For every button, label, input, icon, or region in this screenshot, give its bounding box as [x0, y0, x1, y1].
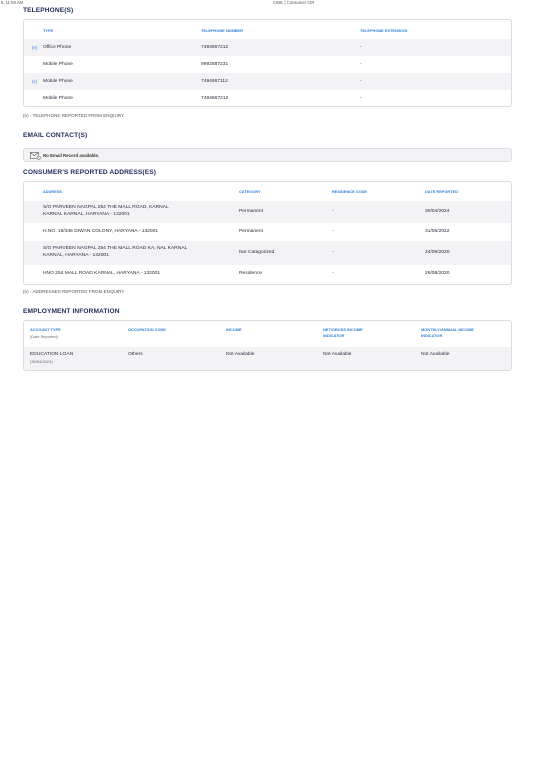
address-line-1: S/O PARVEEN NAGPAL 254 THE MALL ROAD, KARNAL — [43, 205, 169, 210]
col-header-category: CATEGORY — [239, 189, 261, 194]
net-gross-indicator: Not Available — [323, 352, 352, 357]
table-row — [24, 223, 511, 241]
telephone-type: Mobile Phone — [43, 61, 73, 67]
table-row — [24, 265, 511, 284]
address-category: Permanent — [239, 209, 263, 214]
col-header-type: TYPE — [43, 28, 54, 33]
residence-code: - — [332, 271, 334, 276]
residence-code: - — [332, 209, 334, 214]
table-row — [24, 201, 511, 223]
telephone-number: 9992887231 — [201, 61, 229, 67]
date-reported: 30/04/2024 — [425, 209, 450, 214]
telephone-type: Mobile Phone — [43, 78, 73, 84]
telephone-number: 7494867112 — [201, 78, 228, 84]
residence-code: - — [332, 229, 334, 234]
income: Not Available — [226, 352, 255, 357]
col-header-address: ADDRESS — [43, 189, 63, 194]
col-header-net-gross-indicator: NET/GROSS INCOME — [323, 327, 363, 332]
address-line-1: HNO 254 MALL ROAD KARNAL, HARYANA - 132001 — [43, 271, 161, 276]
telephone-number: 7494867212 — [201, 95, 229, 101]
telephones-table — [23, 19, 512, 107]
enquiry-marker: (e) — [32, 44, 38, 50]
col-header-occupation-code: OCCUPATION CODE — [128, 327, 166, 332]
telephone-extension: - — [360, 61, 362, 67]
residence-code: - — [332, 250, 334, 255]
date-reported: 24/09/2020 — [425, 250, 450, 255]
col-header-monthly-annual-indicator: MONTHLY/ANNUAL INCOME — [421, 327, 474, 332]
address-category: Permanent — [239, 229, 263, 234]
email-title: EMAIL CONTACT(S) — [23, 132, 88, 139]
col-header-telephone-number: TELEPHONE NUMBER — [201, 28, 243, 33]
addresses-title: CONSUMER'S REPORTED ADDRESS(ES) — [23, 169, 157, 176]
table-row — [24, 73, 511, 90]
email-empty-state — [23, 148, 512, 162]
addresses-footnote: (e) - ADDRESSES REPORTED FROM ENQUIRY — [23, 289, 125, 294]
telephone-type: Mobile Phone — [43, 95, 73, 101]
telephone-type: Office Phone — [43, 44, 72, 50]
col-header-monthly-annual-indicator-line2: INDICATOR — [421, 332, 443, 338]
print-title: CIBIL | Consumer CIR — [273, 0, 315, 5]
telephone-extension: - — [360, 78, 362, 84]
table-row — [24, 347, 511, 370]
address-category: Residence — [239, 271, 263, 276]
account-type: EDUCATION LOAN — [30, 352, 74, 357]
address-category: Not Categorized — [239, 250, 275, 255]
employment-title: EMPLOYMENT INFORMATION — [23, 308, 120, 315]
addresses-table — [23, 181, 512, 285]
address-line-2: KARNAL, HARYANA - 132001 — [43, 252, 109, 258]
telephone-number: 7494867212 — [201, 44, 229, 50]
address-line-2: KARNAL KARNAL, HARYANA - 132001 — [43, 211, 130, 217]
address-line-1: H.NO. 19/345 DIWAN COLONY, HARYANA - 132001 — [43, 229, 159, 234]
employment-table — [23, 320, 512, 371]
telephone-extension: - — [360, 44, 362, 50]
table-row — [24, 56, 511, 73]
occupation-code: Others — [128, 352, 143, 357]
telephones-title: TELEPHONE(S) — [23, 7, 74, 14]
col-header-account-type: ACCOUNT TYPE — [30, 327, 61, 332]
account-date-reported: (30/04/2024) — [30, 358, 53, 364]
telephones-footnote: (e) - TELEPHONE REPORTED FROM ENQUIRY — [23, 113, 125, 118]
col-header-residence-code: RESIDENCE CODE — [332, 189, 368, 194]
print-header — [0, 0, 541, 6]
col-header-net-gross-indicator-line2: INDICATOR — [323, 332, 345, 338]
col-header-date-reported-sub: (Date Reported) — [30, 333, 58, 339]
monthly-annual-indicator: Not Available — [421, 352, 450, 357]
date-reported: 31/05/2022 — [425, 229, 450, 234]
print-timestamp: 5, 11:59 AM — [1, 0, 24, 5]
enquiry-marker: (e) — [32, 78, 38, 84]
email-envelope-icon — [30, 152, 41, 160]
email-empty-message: No Email Record available. — [43, 153, 100, 159]
date-reported: 26/08/2020 — [425, 271, 450, 276]
col-header-income: INCOME — [226, 327, 242, 332]
telephone-extension: - — [360, 95, 362, 101]
table-row — [24, 39, 511, 56]
table-row — [24, 241, 511, 265]
col-header-date-reported: DATE REPORTED — [425, 189, 458, 194]
address-line-1: S/O PARVEEN NAGPAL 254 THE MALL ROAD KA, NAL KARNAL — [43, 246, 188, 251]
table-row — [24, 90, 511, 107]
col-header-telephone-extension: TELEPHONE EXTENSION — [360, 28, 408, 33]
